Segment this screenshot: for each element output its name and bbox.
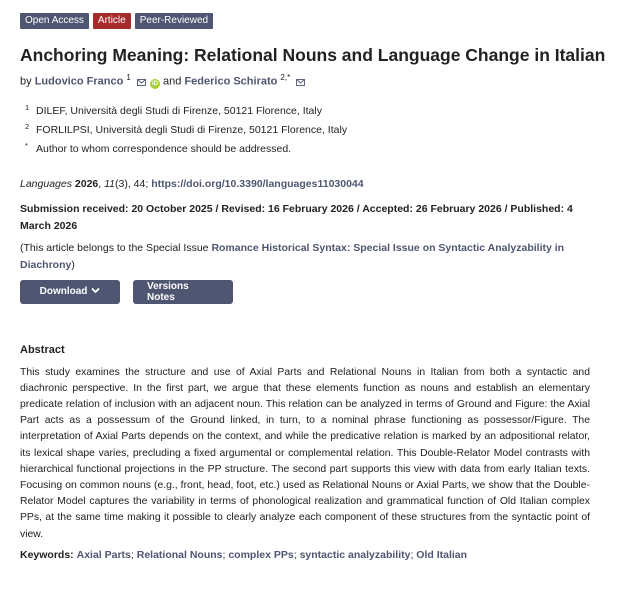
author-affil-sup: 1	[126, 73, 131, 82]
citation-year: 2026	[74, 177, 99, 190]
affiliation-list	[20, 102, 606, 159]
action-buttons	[20, 280, 606, 304]
author-affil-sup: 2,*	[280, 73, 291, 82]
keyword-link[interactable]: syntactic analyzability	[299, 548, 411, 561]
mail-icon[interactable]	[137, 76, 146, 90]
affiliation-text: DILEF, Università degli Studi di Firenze, 50121 Florence, Italy	[36, 104, 322, 117]
download-button[interactable]	[20, 280, 120, 304]
peer-reviewed-badge[interactable]: Peer-Reviewed	[135, 13, 213, 29]
affiliation-mark: 2	[25, 121, 30, 131]
publication-dates: Submission received: 20 October 2025 / Revised: 16 February 2026 / Accepted: 26 February 2026 / Published: 4 March 2026	[20, 202, 573, 232]
affiliation-item	[20, 140, 606, 159]
mail-icon[interactable]	[296, 76, 305, 90]
doi-link[interactable]: https://doi.org/10.3390/languages11030044	[151, 177, 364, 190]
open-access-badge[interactable]: Open Access	[20, 13, 89, 29]
badge-row	[20, 13, 606, 31]
abstract-heading: Abstract	[20, 343, 65, 356]
by-label: by	[20, 75, 32, 88]
keywords-line: Keywords: Axial Parts; Relational Nouns; complex PPs; syntactic analyzability; Old Italian	[20, 548, 468, 561]
keyword-link[interactable]: Axial Parts	[76, 548, 131, 561]
special-issue-suffix: )	[71, 258, 75, 271]
author-link-schirato[interactable]: Federico Schirato	[184, 75, 278, 88]
author-link-franco[interactable]: Ludovico Franco	[34, 75, 124, 88]
special-issue-link[interactable]: Romance Historical Syntax: Special Issue on Syntactic Analyzability in Diachrony	[20, 241, 565, 271]
citation-volume: 11	[104, 177, 115, 190]
citation-issue: (3), 44;	[115, 177, 149, 190]
citation-line: Languages 2026, 11(3), 44; https://doi.org/10.3390/languages11030044	[20, 177, 364, 190]
abstract-text: This study examines the structure and use of Axial Parts and Relational Nouns in Italian from both a syntactic and diachronic perspective. In the first part, we argue that these elements function as nouns and establish an elementary predicate relation of inclusion with an adjacent noun. This relation can be analyzed in terms of Ground and Figure: the Axial Part acts as a possessum of the Ground linked, in turn, to a nominal phrase functioning as possessor/Figure. The interpretation of Axial Parts depends on the context, and while the predicative relation is marked by an adpositional relator, its lexical shape varies, precluding a fixed argumental or complemental relation. This Double-Relator Model contrasts with hierarchical functional projections in the PP structure. The second part supports this view with data from early Italian texts. Focusing on common nouns (e.g., front, head, foot, etc.) used as Relational Nouns or Axial Parts, we show that the Double-Relator Model captures the variability in terms of phonological realization and grammatical function of Old Italian complex PPs, at the same time making it possible to clearly analyze each component of these structures from the syntactic point of view.	[20, 366, 590, 540]
affiliation-mark: *	[25, 140, 28, 150]
download-label: Download	[39, 286, 88, 298]
keyword-link[interactable]: Relational Nouns	[136, 548, 223, 561]
and-label: and	[163, 75, 182, 88]
special-issue-note	[20, 240, 600, 274]
versions-notes-button[interactable]	[133, 280, 233, 304]
chevron-down-icon	[91, 286, 100, 297]
author-line	[20, 71, 606, 90]
special-issue-prefix: (This article belongs to the Special Issue	[20, 241, 209, 254]
keyword-link[interactable]: complex PPs	[228, 548, 294, 561]
affiliation-text: Author to whom correspondence should be addressed.	[36, 142, 292, 155]
versions-label: Versions Notes	[147, 280, 189, 303]
affiliation-item	[20, 121, 606, 140]
affiliation-text: FORLILPSI, Università degli Studi di Firenze, 50121 Florence, Italy	[36, 123, 348, 136]
journal-name: Languages	[20, 177, 72, 190]
affiliation-mark: 1	[25, 102, 30, 112]
article-title: Anchoring Meaning: Relational Nouns and Language Change in Italian	[20, 45, 606, 65]
affiliation-item	[20, 102, 606, 121]
article-type-badge[interactable]: Article	[93, 13, 131, 29]
keywords-label: Keywords:	[20, 548, 74, 561]
orcid-icon[interactable]: iD	[151, 80, 158, 87]
keyword-link[interactable]: Old Italian	[416, 548, 468, 561]
